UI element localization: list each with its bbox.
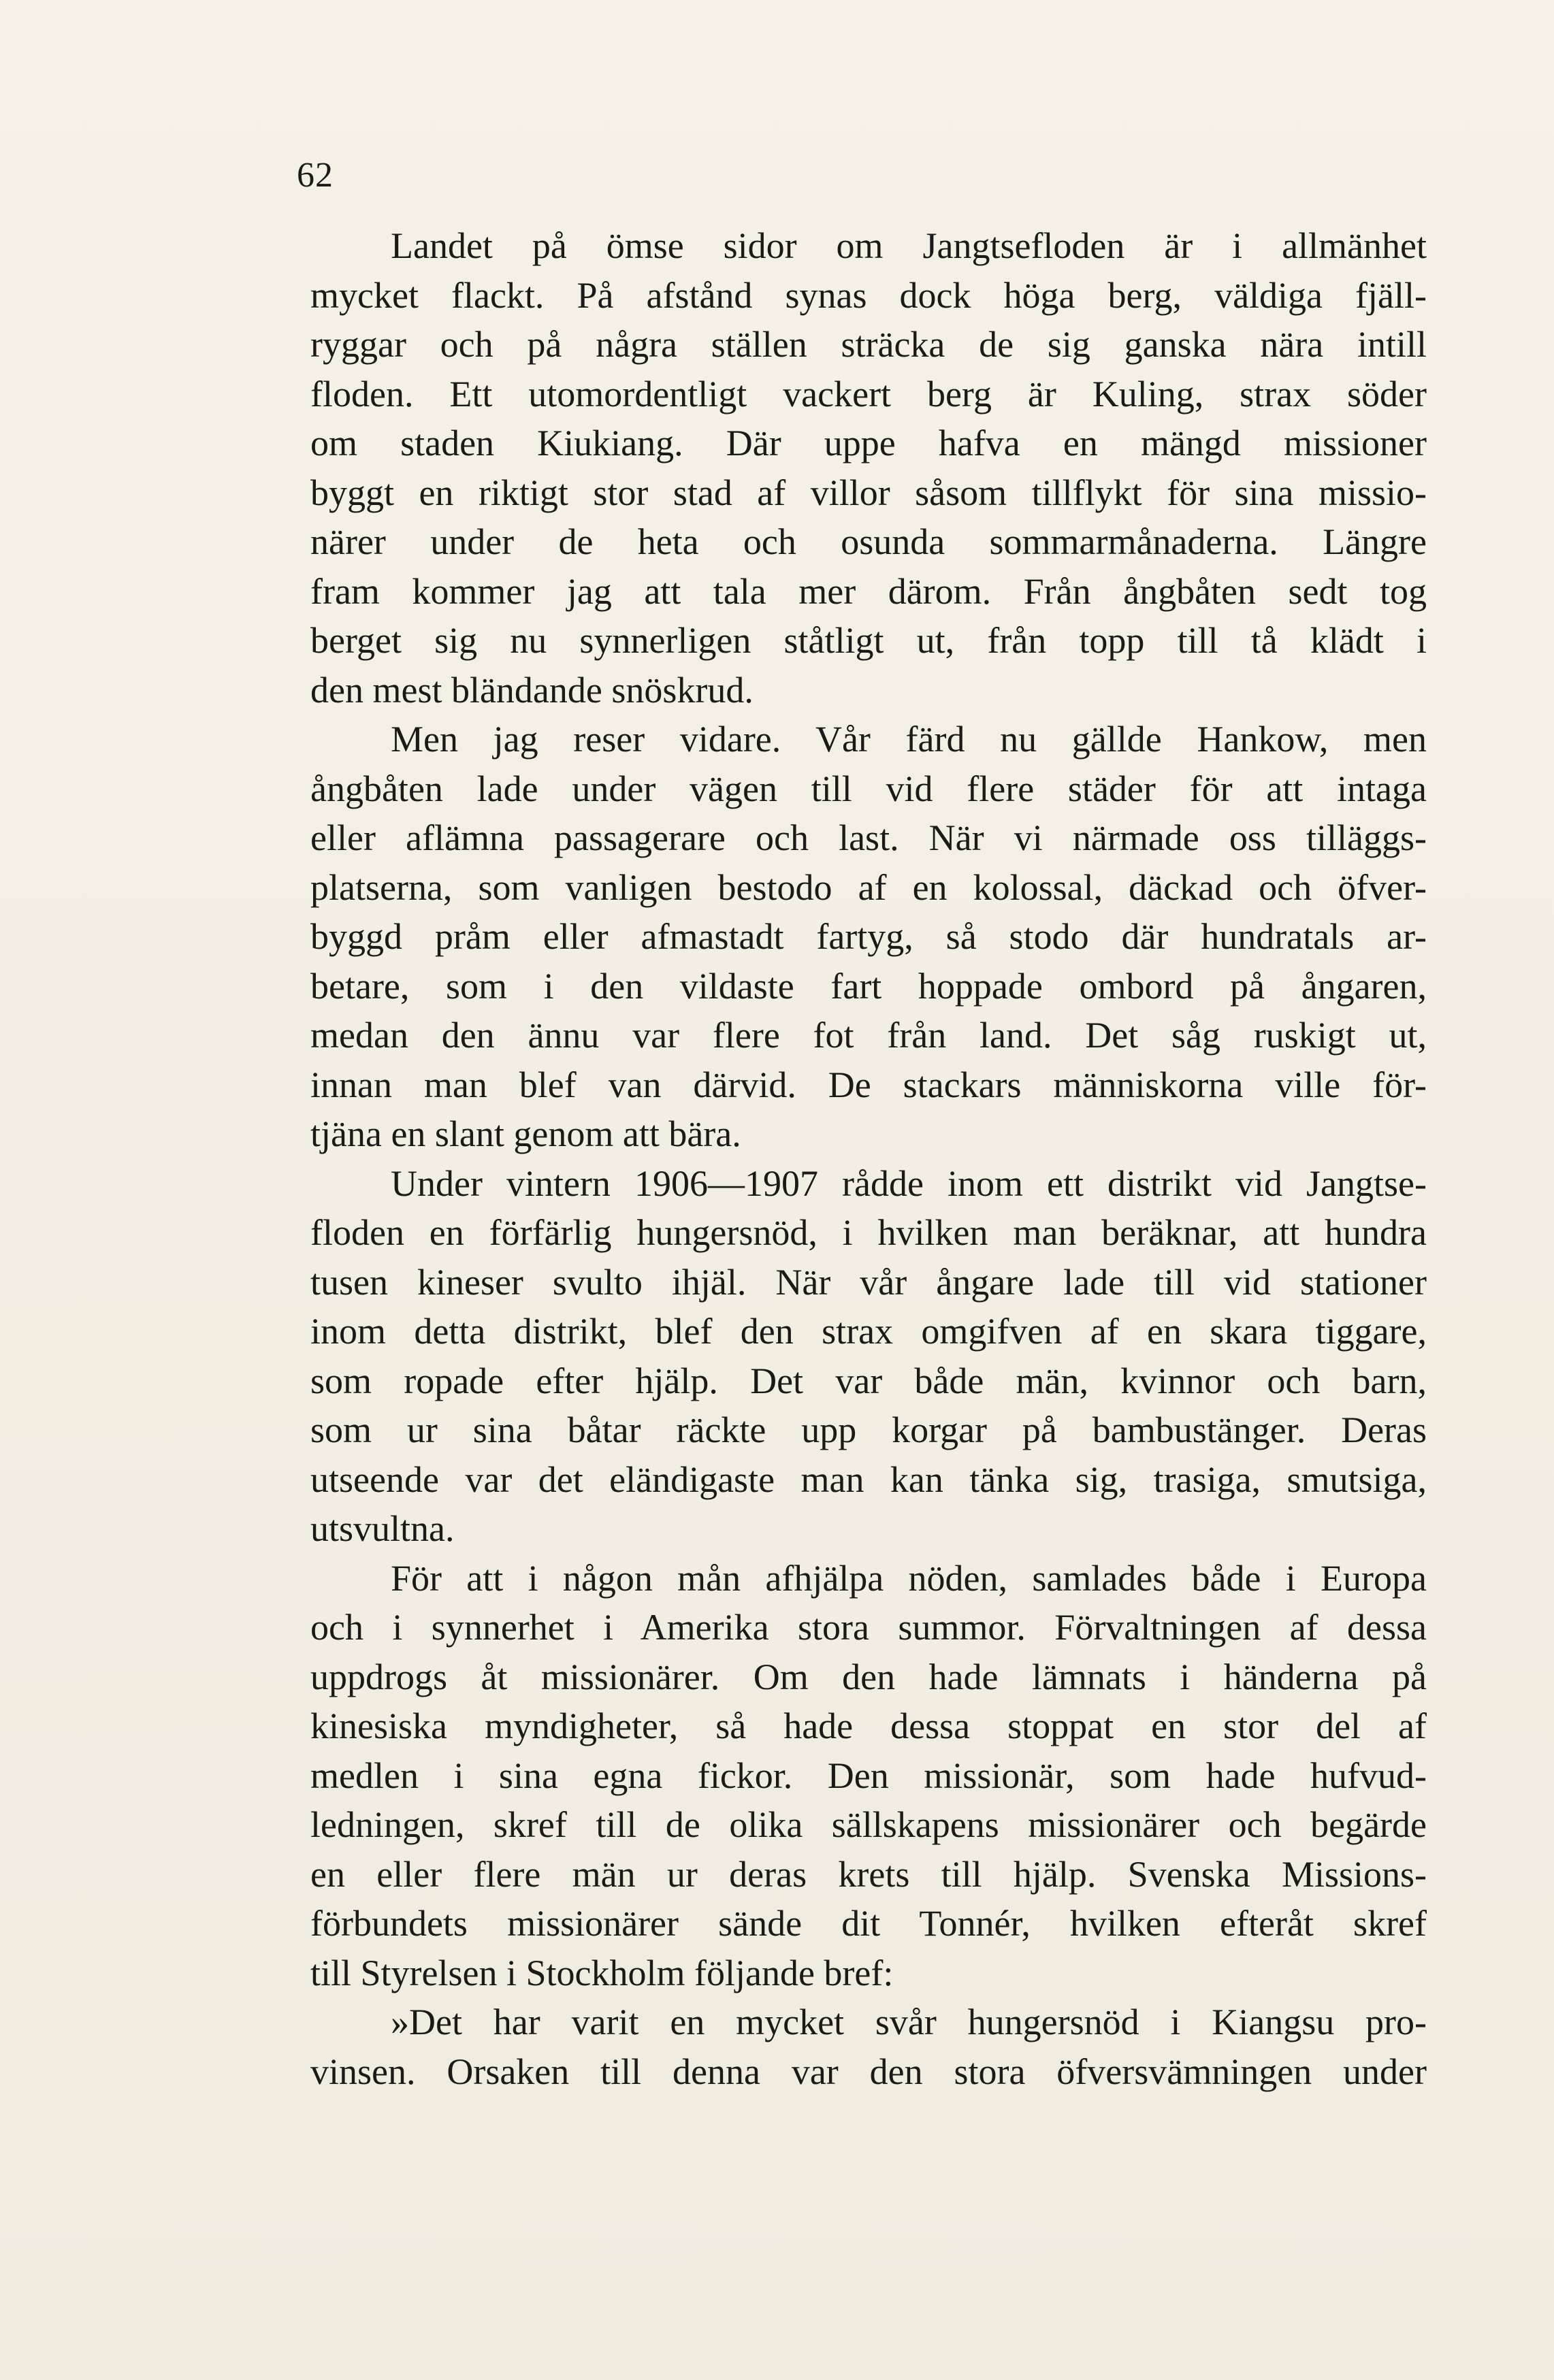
text-line: vinsen. Orsaken till denna var den stora öfversvämningen under (310, 2051, 1427, 2092)
text-line: eller aflämna passagerare och last. När vi närmade oss tilläggs- (310, 817, 1427, 858)
page-number: 62 (297, 156, 334, 195)
text-line: »Det har varit en mycket svår hungersnöd i Kiangsu pro- (391, 2002, 1427, 2042)
text-line: kinesiska myndigheter, så hade dessa stoppat en stor del af (310, 1706, 1427, 1746)
body-text (310, 221, 1427, 2096)
text-line: berget sig nu synnerligen ståtligt ut, från topp till tå klädt i (310, 620, 1427, 661)
text-line: betare, som i den vildaste fart hoppade ombord på ångaren, (310, 965, 1427, 1007)
text-line: utsvultna. (310, 1508, 455, 1549)
text-line: byggd pråm eller afmastadt fartyg, så stodo där hundratals ar- (310, 916, 1427, 957)
text-line: ledningen, skref till de olika sällskapens missionärer och begärde (310, 1804, 1427, 1845)
text-line: innan man blef van därvid. De stackars människorna ville för- (310, 1064, 1427, 1105)
text-line: som ropade efter hjälp. Det var både män, kvinnor och barn, (310, 1360, 1427, 1401)
text-line: tjäna en slant genom att bära. (310, 1113, 741, 1154)
text-line: medan den ännu var flere fot från land. Det såg ruskigt ut, (310, 1015, 1427, 1056)
text-line: som ur sina båtar räckte upp korgar på bambustänger. Deras (310, 1409, 1427, 1450)
text-line: Men jag reser vidare. Vår färd nu gällde Hankow, men (391, 719, 1427, 760)
text-line: Landet på ömse sidor om Jangtsefloden är i allmänhet (391, 225, 1427, 266)
text-line: inom detta distrikt, blef den strax omgifven af en skara tiggare, (310, 1311, 1427, 1352)
text-line: utseende var det eländigaste man kan tänka sig, trasiga, smutsiga, (310, 1458, 1427, 1500)
text-line: tusen kineser svulto ihjäl. När vår ångare lade till vid stationer (310, 1261, 1427, 1303)
text-line: medlen i sina egna fickor. Den missionär, som hade hufvud- (310, 1755, 1427, 1796)
text-line: närer under de heta och osunda sommarmånaderna. Längre (310, 521, 1427, 562)
text-line: fram kommer jag att tala mer därom. Från ångbåten sedt tog (310, 570, 1427, 612)
text-line: förbundets missionärer sände dit Tonnér, hvilken efteråt skref (310, 1903, 1427, 1944)
text-line: floden en förfärlig hungersnöd, i hvilken man beräknar, att hundra (310, 1212, 1427, 1253)
text-line: den mest bländande snöskrud. (310, 669, 754, 711)
text-line: uppdrogs åt missionärer. Om den hade lämnats i händerna på (310, 1656, 1427, 1697)
text-line: floden. Ett utomordentligt vackert berg är Kuling, strax söder (310, 373, 1427, 414)
text-line: ryggar och på några ställen sträcka de sig ganska nära intill (310, 324, 1427, 365)
text-line: till Styrelsen i Stockholm följande bref: (310, 1952, 894, 1993)
text-line: byggt en riktigt stor stad af villor såsom tillflykt för sina missio- (310, 472, 1427, 513)
text-line: mycket flackt. På afstånd synas dock höga berg, väldiga fjäll- (310, 274, 1427, 316)
text-line: ångbåten lade under vägen till vid flere städer för att intaga (310, 768, 1427, 809)
text-line: om staden Kiukiang. Där uppe hafva en mängd missioner (310, 423, 1427, 463)
text-line: och i synnerhet i Amerika stora summor. Förvaltningen af dessa (310, 1607, 1427, 1648)
text-line: Under vintern 1906—1907 rådde inom ett distrikt vid Jangtse- (391, 1162, 1427, 1204)
text-line: platserna, som vanligen bestodo af en kolossal, däckad och öfver- (310, 866, 1427, 908)
text-line: För att i någon mån afhjälpa nöden, samlades både i Europa (391, 1557, 1427, 1599)
text-line: en eller flere män ur deras krets till hjälp. Svenska Missions- (310, 1853, 1427, 1895)
